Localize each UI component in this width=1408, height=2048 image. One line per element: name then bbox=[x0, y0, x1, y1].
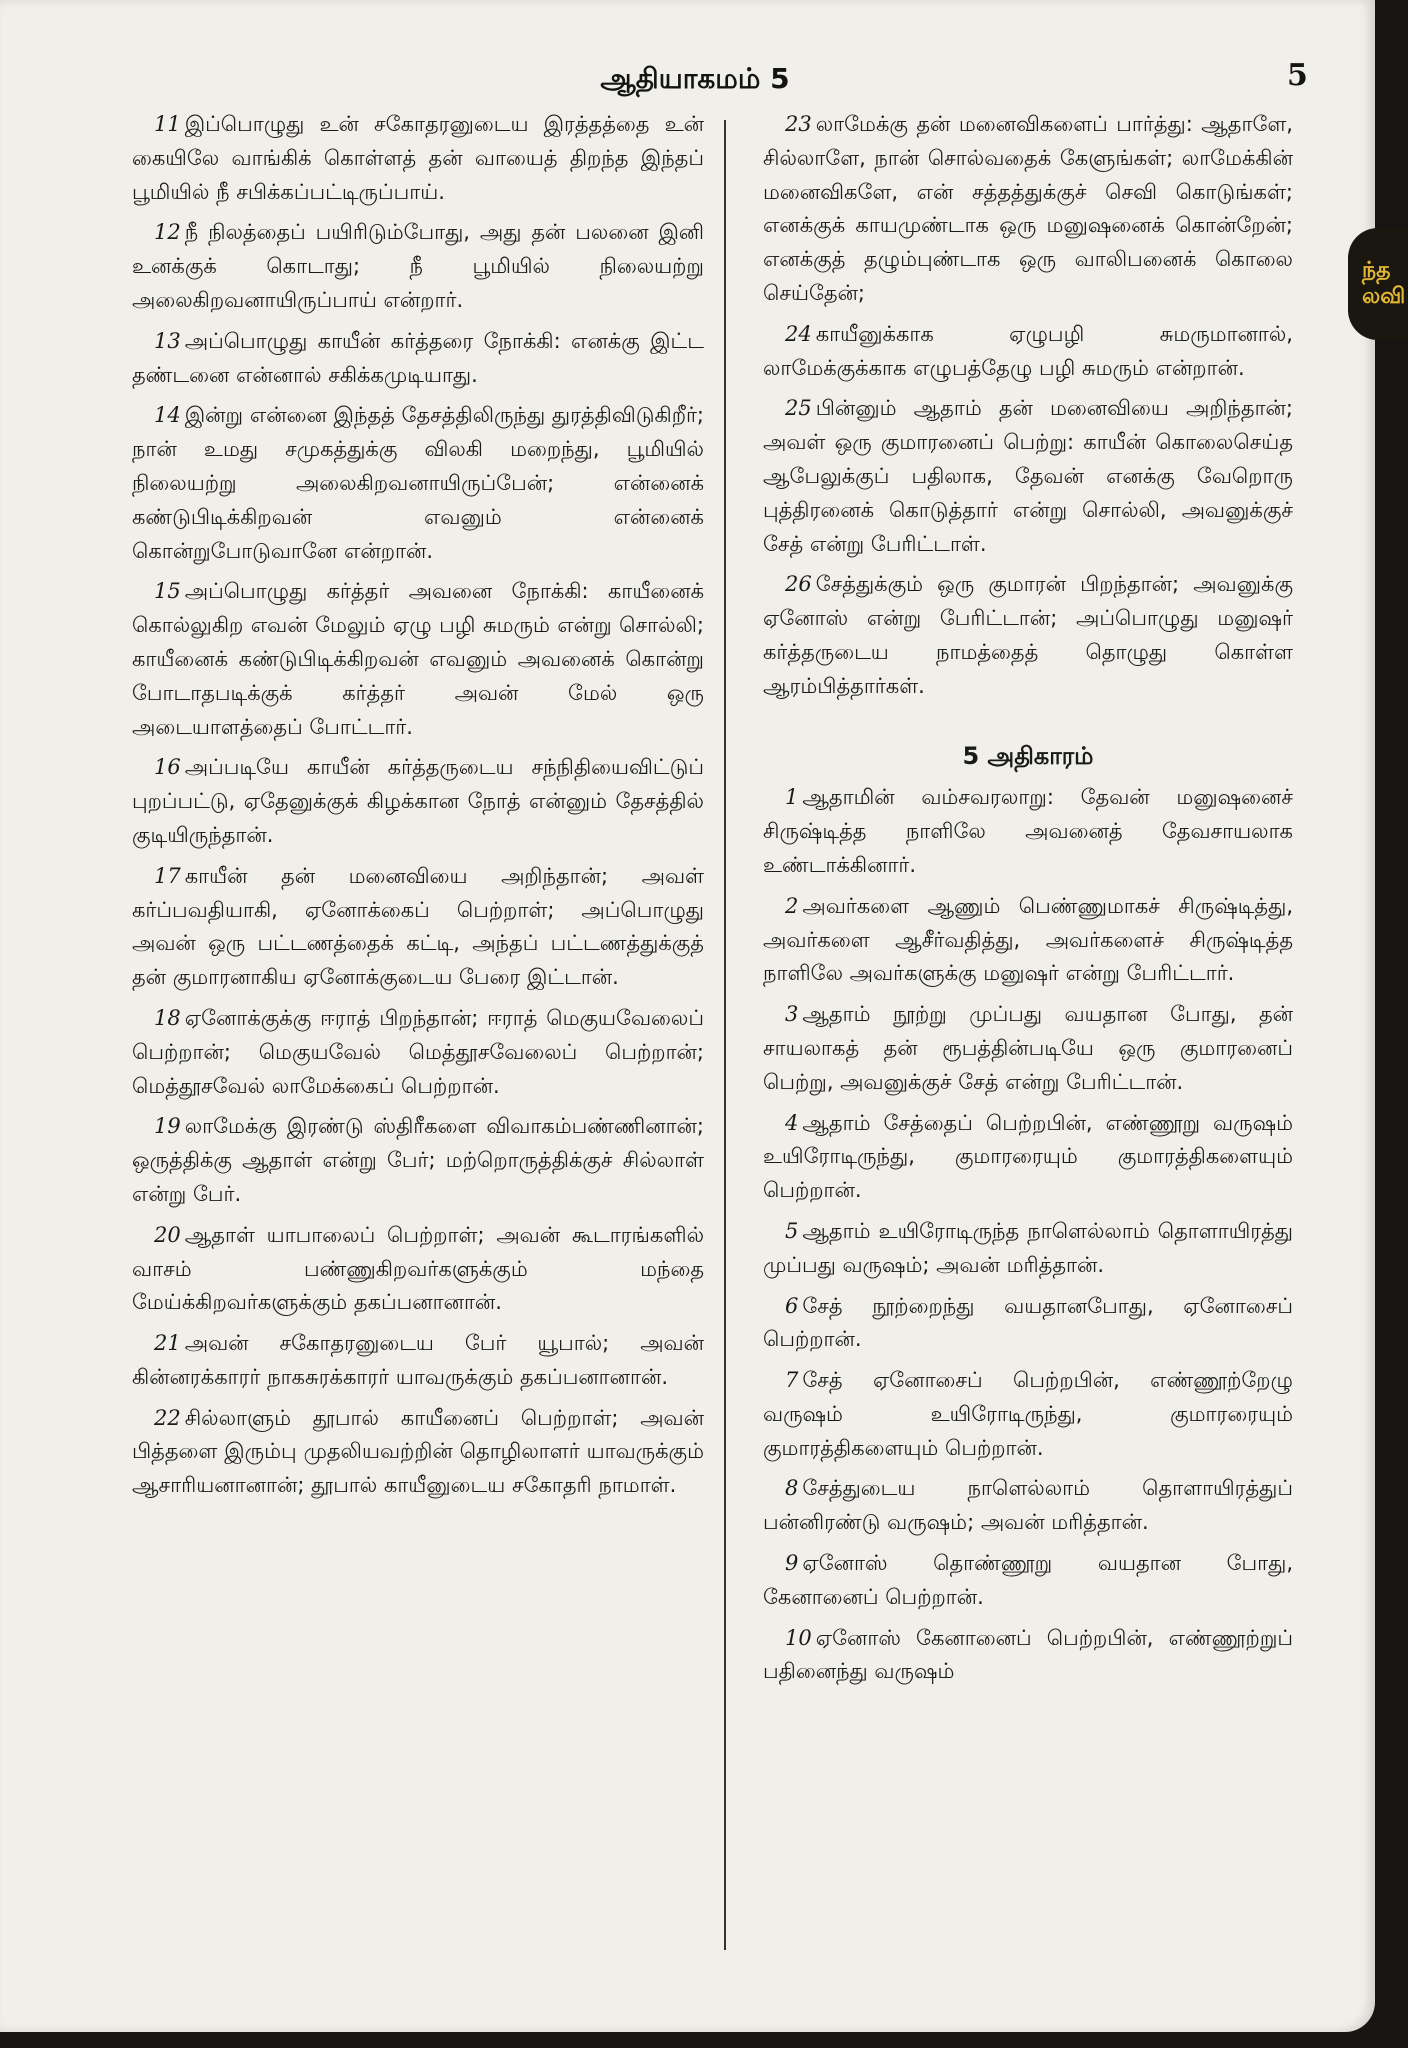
verse bbox=[763, 1107, 1293, 1208]
verse bbox=[763, 1622, 1293, 1690]
verse-text: சில்லாளும் தூபால் காயீனைப் பெற்றாள்; அவன் பித்தளை இரும்பு முதலியவற்றின் தொழிலாளர் யாவருக்கும் ஆசாரியனானான்; தூபால் காயீனுடைய சகோதரி நாமாள். bbox=[132, 1405, 704, 1498]
verse-number: 22 bbox=[154, 1405, 181, 1430]
verse-number: 25 bbox=[785, 396, 812, 421]
verse-number: 2 bbox=[785, 893, 799, 918]
chapter-heading: 5 அதிகாரம் bbox=[962, 741, 1094, 770]
verse-text: அப்பொழுது காயீன் கர்த்தரை நோக்கி: எனக்கு இட்ட தண்டனை என்னால் சகிக்கமுடியாது. bbox=[132, 328, 704, 387]
verse bbox=[763, 1290, 1293, 1358]
verse-number: 23 bbox=[785, 112, 812, 136]
verse-number: 9 bbox=[785, 1551, 799, 1576]
verse-number: 1 bbox=[785, 785, 799, 810]
verse-number: 10 bbox=[785, 1625, 812, 1650]
verse-text: ஆதாம் நூற்று முப்பது வயதான போது, தன் சாயலாகத் தன் ரூபத்தின்படியே ஒரு குமாரனைப் பெற்று, அவனுக்குச் சேத் என்று பேரிட்டான். bbox=[763, 1002, 1293, 1094]
verse bbox=[132, 1002, 704, 1103]
verse bbox=[132, 399, 704, 568]
verse bbox=[132, 216, 704, 317]
verse-number: 20 bbox=[154, 1222, 181, 1247]
verse bbox=[763, 318, 1293, 386]
verse-text: பின்னும் ஆதாம் தன் மனைவியை அறிந்தான்; அவள் ஒரு குமாரனைப் பெற்று: காயீன் கொலைசெய்த ஆபேலுக்குப் பதிலாக, தேவன் எனக்கு வேறொரு புத்திரனைக் கொடுத்தார் என்று சொல்லி, அவனுக்குச் சேத் என்று பேரிட்டாள். bbox=[763, 396, 1293, 556]
left-column bbox=[132, 108, 704, 1510]
verse-number: 5 bbox=[785, 1218, 799, 1243]
verse bbox=[132, 575, 704, 744]
verse-number: 18 bbox=[154, 1005, 181, 1030]
verse bbox=[132, 325, 704, 393]
verse-number: 3 bbox=[785, 1002, 799, 1027]
verse-number: 11 bbox=[154, 112, 181, 136]
page-title: ஆதியாகமம் 5 bbox=[600, 62, 790, 95]
verse-number: 21 bbox=[154, 1331, 181, 1356]
column-divider bbox=[724, 120, 726, 1950]
right-column bbox=[763, 108, 1293, 1696]
verse-text: லாமேக்கு இரண்டு ஸ்திரீகளை விவாகம்பண்ணினான்; ஒருத்திக்கு ஆதாள் என்று பேர்; மற்றொருத்திக்குச் சில்லாள் என்று பேர். bbox=[132, 1114, 704, 1206]
verse-text: அப்பொழுது கர்த்தர் அவனை நோக்கி: காயீனைக் கொல்லுகிற எவன் மேலும் ஏழு பழி சுமரும் என்று சொல்லி; காயீனைக் கண்டுபிடிக்கிறவன் எவனும் அவனைக் கொன்று போடாதபடிக்குக் கர்த்தர் அவன் மேல் ஒரு அடையாளத்தைப் போட்டார். bbox=[132, 579, 704, 739]
verse-number: 17 bbox=[154, 863, 181, 888]
verse-number: 14 bbox=[154, 403, 181, 428]
verse-text: ஏனோக்குக்கு ஈராத் பிறந்தான்; ஈராத் மெகுயவேலைப் பெற்றான்; மெகுயவேல் மெத்தூசவேலைப் பெற்றான்; மெத்தூசவேல் லாமேக்கைப் பெற்றான். bbox=[132, 1005, 704, 1098]
verse-text: அவர்களை ஆணும் பெண்ணுமாகச் சிருஷ்டித்து, அவர்களை ஆசீர்வதித்து, அவர்களைச் சிருஷ்டித்த நாளிலே அவர்களுக்கு மனுஷர் என்று பேரிட்டார். bbox=[763, 893, 1293, 986]
verse-text: இப்பொழுது உன் சகோதரனுடைய இரத்தத்தை உன் கையிலே வாங்கிக் கொள்ளத் தன் வாயைத் திறந்த இந்தப் பூமியில் நீ சபிக்கப்பட்டிருப்பாய். bbox=[132, 112, 704, 204]
page-number: 5 bbox=[1287, 58, 1308, 93]
verse-number: 12 bbox=[154, 220, 181, 245]
verse bbox=[763, 1215, 1293, 1283]
verse bbox=[132, 751, 704, 852]
verse-text: ஏனோஸ் கேனானைப் பெற்றபின், எண்ணூற்றுப் பதினைந்து வருஷம் bbox=[763, 1625, 1293, 1684]
thumb-index-line1: ந்த bbox=[1362, 258, 1391, 283]
verse-text: ஆதாம் உயிரோடிருந்த நாளெல்லாம் தொளாயிரத்து முப்பது வருஷம்; அவன் மரித்தான். bbox=[763, 1218, 1293, 1277]
verse-text: சேத்துக்கும் ஒரு குமாரன் பிறந்தான்; அவனுக்கு ஏனோஸ் என்று பேரிட்டான்; அப்பொழுது மனுஷர் கர்த்தருடைய நாமத்தைத் தொழுது கொள்ள ஆரம்பித்தார்கள். bbox=[763, 572, 1293, 698]
verse bbox=[763, 998, 1293, 1099]
verse bbox=[763, 781, 1293, 882]
verse-number: 16 bbox=[154, 755, 181, 780]
verse-number: 13 bbox=[154, 328, 181, 353]
verse bbox=[763, 392, 1293, 561]
thumb-index-tab[interactable] bbox=[1348, 228, 1408, 340]
verse-text: ஆதாம் சேத்தைப் பெற்றபின், எண்ணூறு வருஷம் உயிரோடிருந்து, குமாரரையும் குமாரத்திகளையும் பெற்றான். bbox=[763, 1110, 1293, 1203]
verse-number: 7 bbox=[785, 1368, 799, 1393]
verse bbox=[763, 1472, 1293, 1540]
verse bbox=[763, 108, 1293, 311]
verse bbox=[763, 1364, 1293, 1465]
verse-text: ஆதாமின் வம்சவரலாறு: தேவன் மனுஷனைச் சிருஷ்டித்த நாளிலே அவனைத் தேவசாயலாக உண்டாக்கினார். bbox=[763, 785, 1293, 877]
verse bbox=[132, 108, 704, 209]
verse bbox=[132, 860, 704, 995]
verse-number: 8 bbox=[785, 1476, 799, 1501]
verse-number: 6 bbox=[785, 1293, 799, 1318]
verse-text: அப்படியே காயீன் கர்த்தருடைய சந்நிதியைவிட்டுப் புறப்பட்டு, ஏதேனுக்குக் கிழக்கான நோத் என்னும் தேசத்தில் குடியிருந்தான். bbox=[132, 755, 704, 847]
verse-text: காயீன் தன் மனைவியை அறிந்தான்; அவள் கர்ப்பவதியாகி, ஏனோக்கைப் பெற்றாள்; அப்பொழுது அவன் ஒரு பட்டணத்தைக் கட்டி, அந்தப் பட்டணத்துக்குத் தன் குமாரனாகிய ஏனோக்குடைய பேரை இட்டான். bbox=[132, 863, 704, 990]
verse bbox=[132, 1327, 704, 1395]
verse-text: இன்று என்னை இந்தத் தேசத்திலிருந்து துரத்திவிடுகிறீர்; நான் உமது சமுகத்துக்கு விலகி மறைந்து, பூமியில் நிலையற்று அலைகிறவனாயிருப்பேன்; என்னைக் கண்டுபிடிக்கிறவன் எவனும் என்னைக் கொன்றுபோடுவானே என்றான். bbox=[132, 403, 704, 563]
verse-text: சேத்துடைய நாளெல்லாம் தொளாயிரத்துப் பன்னிரண்டு வருஷம்; அவன் மரித்தான். bbox=[763, 1476, 1293, 1535]
verse-text: காயீனுக்காக ஏழுபழி சுமருமானால், லாமேக்குக்காக எழுபத்தேழு பழி சுமரும் என்றான். bbox=[763, 321, 1293, 380]
verse-text: ஏனோஸ் தொண்ணூறு வயதான போது, கேனானைப் பெற்றான். bbox=[763, 1551, 1293, 1609]
verse-text: நீ நிலத்தைப் பயிரிடும்போது, அது தன் பலனை இனி உனக்குக் கொடாது; நீ பூமியில் நிலையற்று அலைகிறவனாயிருப்பாய் என்றார். bbox=[132, 220, 704, 312]
verse bbox=[132, 1219, 704, 1320]
verse-number: 19 bbox=[154, 1114, 181, 1139]
verse bbox=[132, 1110, 704, 1211]
thumb-index-line2: லவி bbox=[1362, 284, 1406, 309]
verse-text: சேத் ஏனோசைப் பெற்றபின், எண்ணூற்றேழு வருஷம் உயிரோடிருந்து, குமாரரையும் குமாரத்திகளையும் பெற்றான். bbox=[763, 1368, 1293, 1460]
verse bbox=[132, 1402, 704, 1503]
verse bbox=[763, 1547, 1293, 1615]
verse-number: 26 bbox=[785, 572, 812, 597]
verse-text: அவன் சகோதரனுடைய பேர் யூபால்; அவன் கின்னரக்காரர் நாகசுரக்காரர் யாவருக்கும் தகப்பனானான். bbox=[132, 1331, 704, 1389]
verse bbox=[763, 568, 1293, 703]
verse-text: ஆதாள் யாபாலைப் பெற்றாள்; அவன் கூடாரங்களில் வாசம் பண்ணுகிறவர்களுக்கும் மந்தை மேய்க்கிறவர்களுக்கும் தகப்பனானான். bbox=[132, 1222, 704, 1315]
verse-number: 24 bbox=[785, 321, 812, 346]
verse-text: லாமேக்கு தன் மனைவிகளைப் பார்த்து: ஆதாளே, சில்லாளே, நான் சொல்வதைக் கேளுங்கள்; லாமேக்கின் மனைவிகளே, என் சத்தத்துக்குச் செவி கொடுங்கள்; எனக்குக் காயமுண்டாக ஒரு மனுஷனைக் கொன்றேன்; எனக்குத் தழும்புண்டாக ஒரு வாலிபனைக் கொலை செய்தேன்; bbox=[763, 112, 1293, 305]
verse bbox=[763, 890, 1293, 991]
verse-text: சேத் நூற்றைந்து வயதானபோது, ஏனோசைப் பெற்றான். bbox=[763, 1293, 1293, 1352]
verse-number: 4 bbox=[785, 1110, 799, 1135]
verse-number: 15 bbox=[154, 579, 181, 604]
